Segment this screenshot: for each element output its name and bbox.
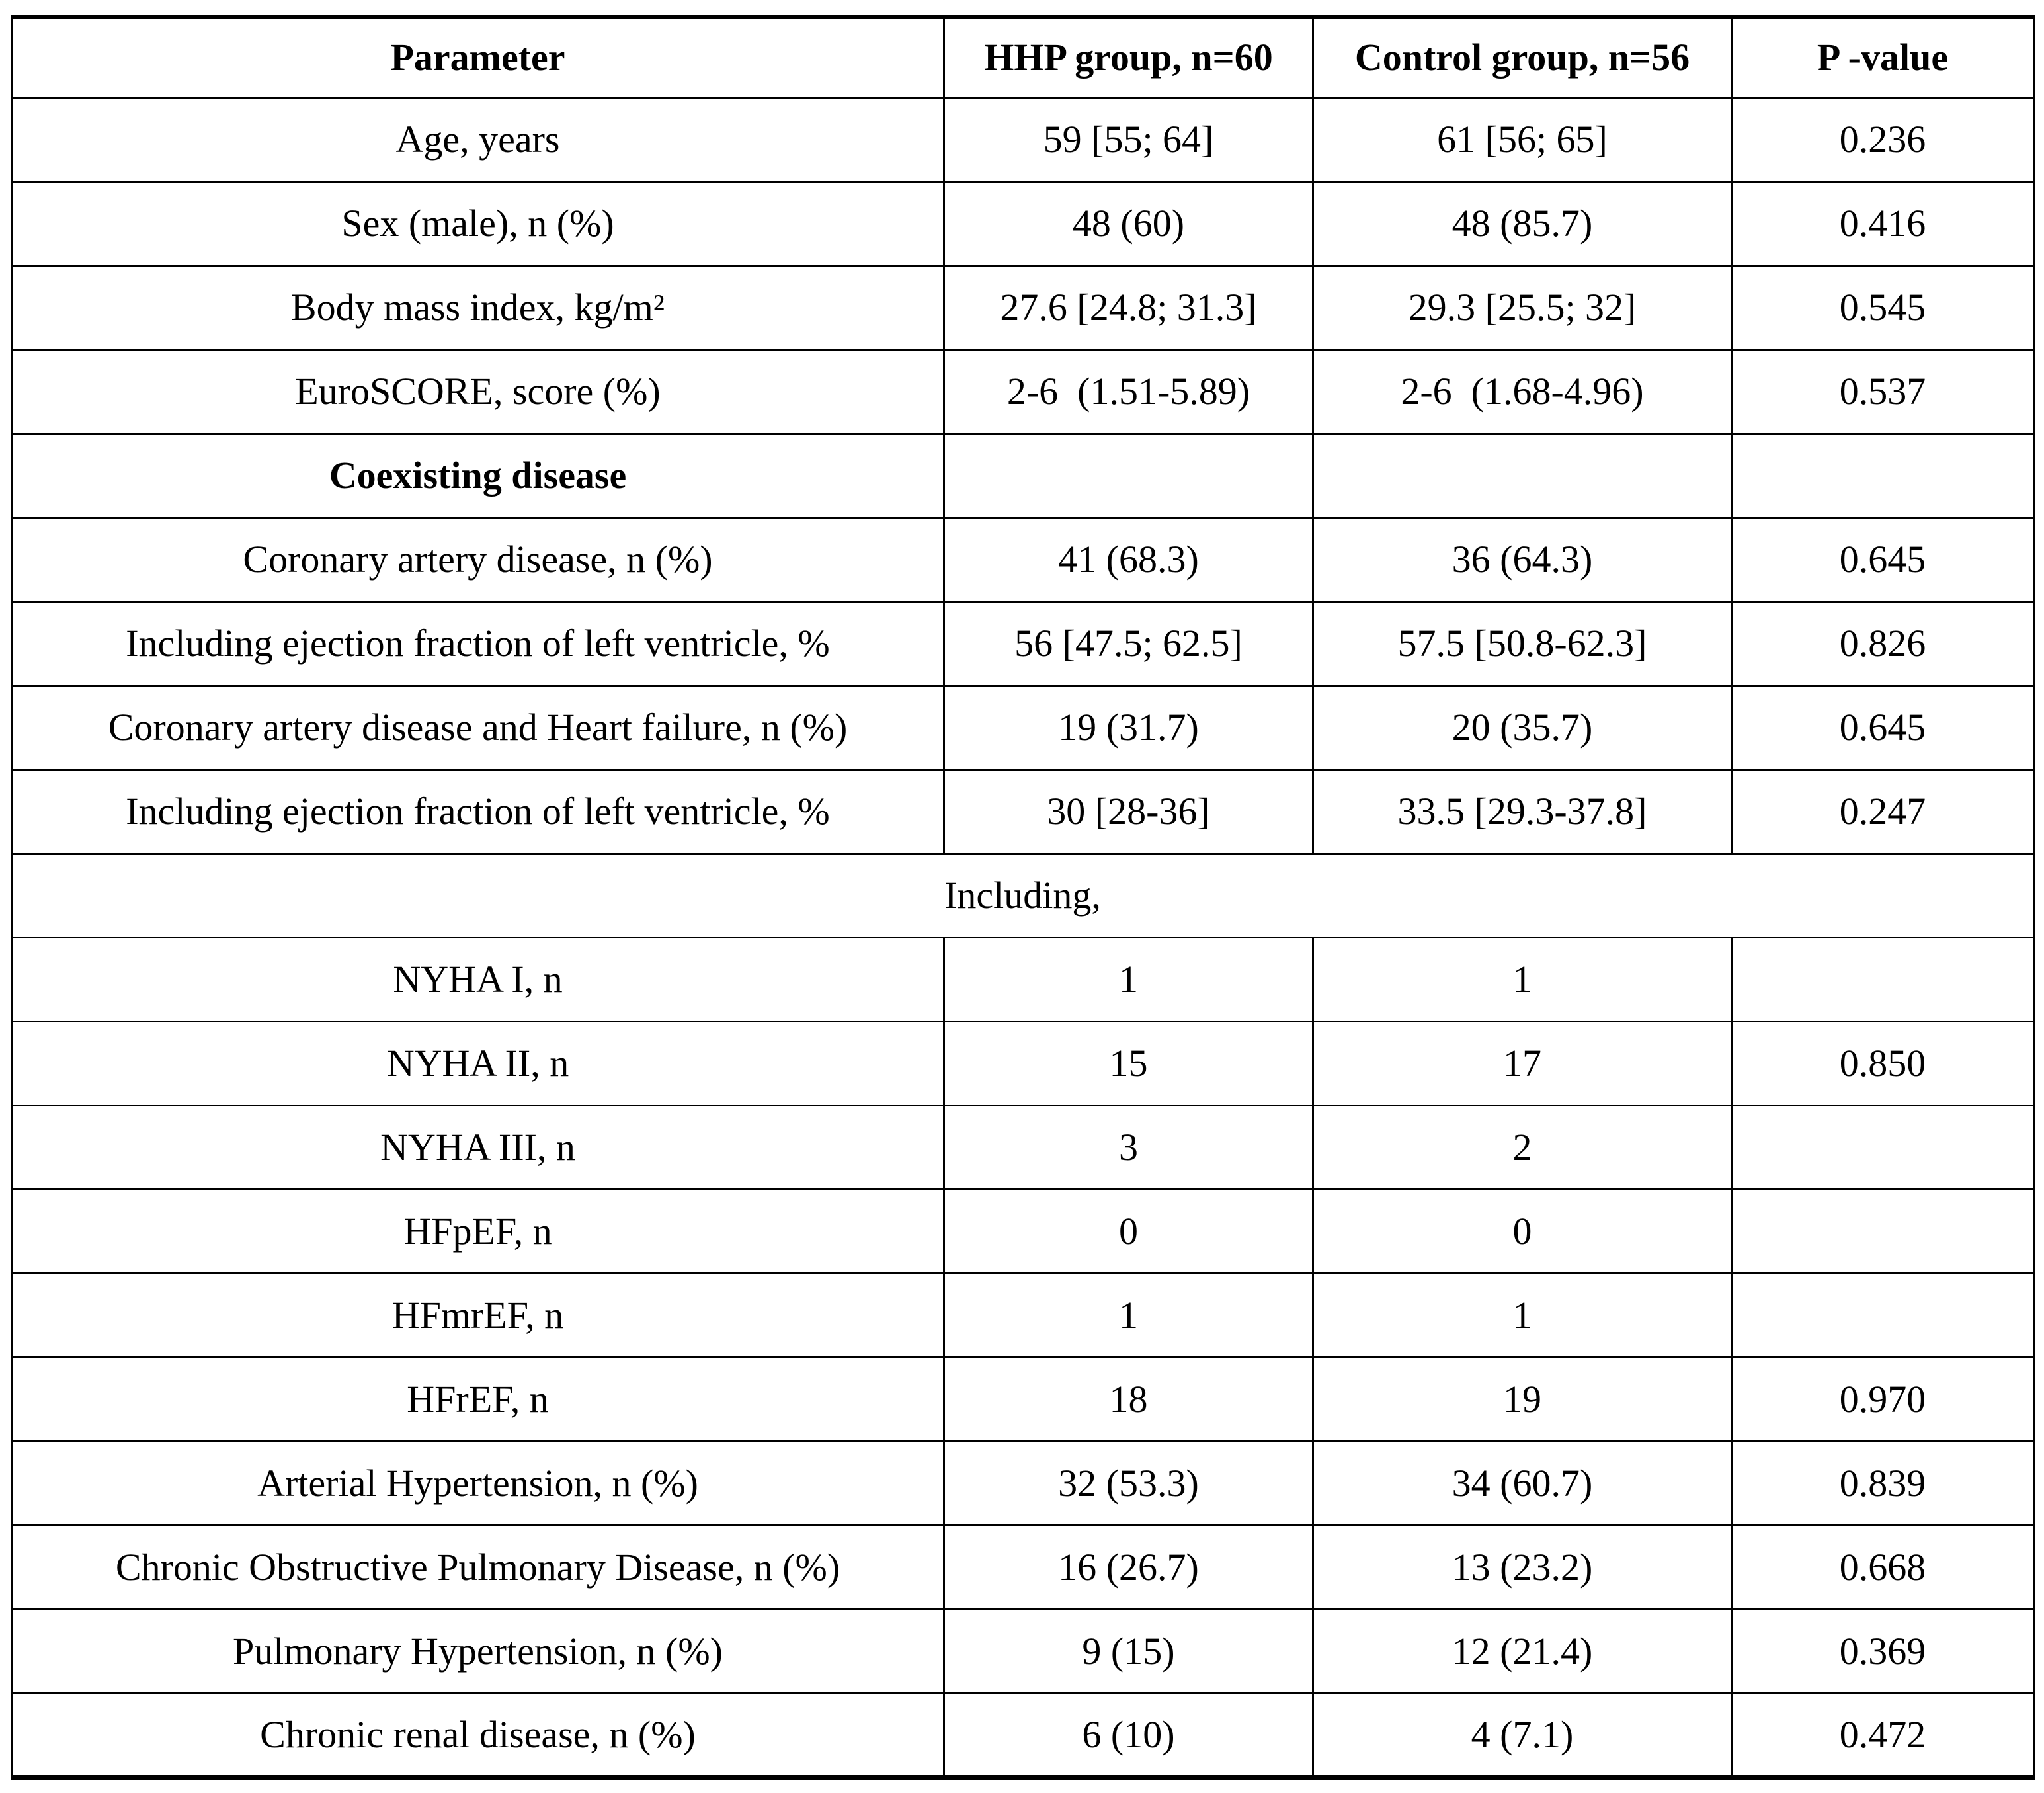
table-row [12, 1610, 2034, 1694]
value-hhp-cell: 15 [944, 1022, 1313, 1106]
pvalue-cell: 0.839 [1732, 1442, 2034, 1526]
value-control-cell: 61 [56; 65] [1313, 98, 1732, 182]
value-control-cell: 1 [1313, 1274, 1732, 1358]
value-control-cell: 0 [1313, 1190, 1732, 1274]
param-cell: Age, years [12, 98, 944, 182]
characteristics-table [11, 15, 2035, 1780]
section-row [12, 434, 2034, 518]
header-cell-2: Control group, n=56 [1313, 17, 1732, 98]
value-control-cell: 17 [1313, 1022, 1732, 1106]
param-cell: Coexisting disease [12, 434, 944, 518]
value-hhp-cell: 19 (31.7) [944, 686, 1313, 770]
table-row [12, 1190, 2034, 1274]
span-cell: Including, [12, 854, 2034, 938]
param-cell: Including ejection fraction of left ventricle, % [12, 770, 944, 854]
param-cell: Pulmonary Hypertension, n (%) [12, 1610, 944, 1694]
value-control-cell: 34 (60.7) [1313, 1442, 1732, 1526]
value-hhp-cell: 27.6 [24.8; 31.3] [944, 266, 1313, 350]
header-cell-0: Parameter [12, 17, 944, 98]
value-control-cell: 19 [1313, 1358, 1732, 1442]
value-control-cell: 48 (85.7) [1313, 182, 1732, 266]
table-head [12, 17, 2034, 98]
value-hhp-cell: 30 [28-36] [944, 770, 1313, 854]
value-hhp-cell: 48 (60) [944, 182, 1313, 266]
param-cell: NYHA II, n [12, 1022, 944, 1106]
param-cell: Chronic renal disease, n (%) [12, 1694, 944, 1778]
param-cell: HFmrEF, n [12, 1274, 944, 1358]
value-control-cell: 2 [1313, 1106, 1732, 1190]
table-row [12, 770, 2034, 854]
table-row [12, 182, 2034, 266]
value-hhp-cell: 18 [944, 1358, 1313, 1442]
value-control-cell [1313, 434, 1732, 518]
value-hhp-cell: 59 [55; 64] [944, 98, 1313, 182]
table-row [12, 1106, 2034, 1190]
pvalue-cell: 0.472 [1732, 1694, 2034, 1778]
param-cell: EuroSCORE, score (%) [12, 350, 944, 434]
value-hhp-cell: 0 [944, 1190, 1313, 1274]
table-body [12, 98, 2034, 1778]
pvalue-cell: 0.545 [1732, 266, 2034, 350]
value-hhp-cell [944, 434, 1313, 518]
value-control-cell: 29.3 [25.5; 32] [1313, 266, 1732, 350]
pvalue-cell: 0.537 [1732, 350, 2034, 434]
value-control-cell: 57.5 [50.8-62.3] [1313, 602, 1732, 686]
table-row [12, 1694, 2034, 1778]
table-row [12, 98, 2034, 182]
pvalue-cell: 0.236 [1732, 98, 2034, 182]
table-row [12, 1274, 2034, 1358]
table-row [12, 266, 2034, 350]
param-cell: Arterial Hypertension, n (%) [12, 1442, 944, 1526]
header-cell-1: HHP group, n=60 [944, 17, 1313, 98]
pvalue-cell: 0.645 [1732, 686, 2034, 770]
param-cell: Body mass index, kg/m² [12, 266, 944, 350]
pvalue-cell: 0.416 [1732, 182, 2034, 266]
value-control-cell: 33.5 [29.3-37.8] [1313, 770, 1732, 854]
param-cell: NYHA III, n [12, 1106, 944, 1190]
table-row [12, 602, 2034, 686]
pvalue-cell: 0.247 [1732, 770, 2034, 854]
value-control-cell: 12 (21.4) [1313, 1610, 1732, 1694]
pvalue-cell [1732, 1106, 2034, 1190]
param-cell: NYHA I, n [12, 938, 944, 1022]
value-hhp-cell: 1 [944, 938, 1313, 1022]
param-cell: Coronary artery disease and Heart failure, n (%) [12, 686, 944, 770]
pvalue-cell [1732, 1274, 2034, 1358]
pvalue-cell: 0.668 [1732, 1526, 2034, 1610]
param-cell: Chronic Obstructive Pulmonary Disease, n (%) [12, 1526, 944, 1610]
value-control-cell: 20 (35.7) [1313, 686, 1732, 770]
value-hhp-cell: 1 [944, 1274, 1313, 1358]
header-cell-3: P -value [1732, 17, 2034, 98]
pvalue-cell [1732, 434, 2034, 518]
table-row [12, 1442, 2034, 1526]
value-hhp-cell: 16 (26.7) [944, 1526, 1313, 1610]
pvalue-cell: 0.970 [1732, 1358, 2034, 1442]
param-cell: Coronary artery disease, n (%) [12, 518, 944, 602]
table-row [12, 1526, 2034, 1610]
header-row [12, 17, 2034, 98]
param-cell: HFrEF, n [12, 1358, 944, 1442]
value-hhp-cell: 2-6 (1.51-5.89) [944, 350, 1313, 434]
value-hhp-cell: 41 (68.3) [944, 518, 1313, 602]
param-cell: Sex (male), n (%) [12, 182, 944, 266]
value-hhp-cell: 6 (10) [944, 1694, 1313, 1778]
table-row [12, 1358, 2034, 1442]
table-row [12, 938, 2034, 1022]
table-row [12, 518, 2034, 602]
pvalue-cell [1732, 1190, 2034, 1274]
value-control-cell: 13 (23.2) [1313, 1526, 1732, 1610]
value-hhp-cell: 9 (15) [944, 1610, 1313, 1694]
pvalue-cell: 0.369 [1732, 1610, 2034, 1694]
param-cell: Including ejection fraction of left ventricle, % [12, 602, 944, 686]
pvalue-cell [1732, 938, 2034, 1022]
value-control-cell: 2-6 (1.68-4.96) [1313, 350, 1732, 434]
value-hhp-cell: 56 [47.5; 62.5] [944, 602, 1313, 686]
value-control-cell: 4 (7.1) [1313, 1694, 1732, 1778]
including-span-row [12, 854, 2034, 938]
value-control-cell: 36 (64.3) [1313, 518, 1732, 602]
param-cell: HFpEF, n [12, 1190, 944, 1274]
pvalue-cell: 0.826 [1732, 602, 2034, 686]
pvalue-cell: 0.645 [1732, 518, 2034, 602]
table-row [12, 686, 2034, 770]
value-hhp-cell: 3 [944, 1106, 1313, 1190]
table-row [12, 350, 2034, 434]
table-row [12, 1022, 2034, 1106]
value-hhp-cell: 32 (53.3) [944, 1442, 1313, 1526]
value-control-cell: 1 [1313, 938, 1732, 1022]
pvalue-cell: 0.850 [1732, 1022, 2034, 1106]
